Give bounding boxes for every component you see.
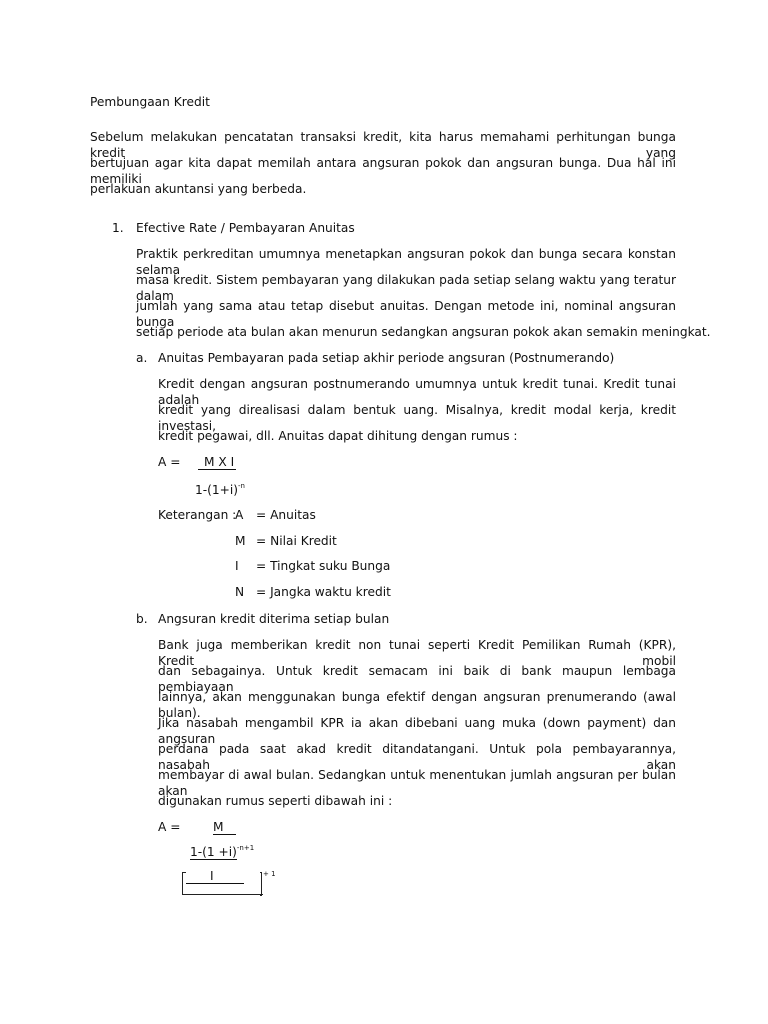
legend-sym-m: M (235, 534, 246, 548)
section-1-line-2: masa kredit. Sistem pembayaran yang dilakukan pada setiap selang waktu yang teratur dalam (136, 273, 676, 303)
intro-line-1: Sebelum melakukan pencatatan transaksi kredit, kita harus memahami perhitungan bunga kredit yang (90, 130, 676, 160)
formula-b-inner-text: I (186, 869, 244, 884)
formula-a-denominator (195, 482, 245, 500)
formula-a-denominator-text: 1-(1+i) (195, 483, 239, 497)
sub-a-heading: Anuitas Pembayaran pada setiap akhir periode angsuran (Postnumerando) (158, 351, 615, 365)
sub-b-heading: Angsuran kredit diterima setiap bulan (158, 612, 390, 626)
intro-line-2: bertujuan agar kita dapat memilah antara angsuran pokok dan angsuran bunga. Dua hal ini memiliki (90, 156, 676, 186)
sub-a-letter: a. (136, 351, 148, 365)
sub-b-line-4: Jika nasabah mengambil KPR ia akan dibebani uang muka (down payment) dan angsuran (158, 716, 676, 746)
legend-desc-m: = Nilai Kredit (256, 534, 337, 548)
formula-b-lhs: A = (158, 820, 181, 834)
formula-b-inner (186, 868, 244, 884)
sub-b-line-2: dan sebagainya. Untuk kredit semacam ini baik di bank maupun lembaga pembiayaan (158, 664, 676, 694)
formula-b-exponent: -n+1 (236, 844, 255, 852)
legend-sym-i: I (235, 559, 239, 573)
document-title: Pembungaan Kredit (90, 95, 210, 109)
sub-b-line-6: membayar di awal bulan. Sedangkan untuk menentukan jumlah angsuran per bulan akan (158, 768, 676, 798)
legend-desc-a: = Anuitas (256, 508, 316, 522)
sub-a-line-3: kredit pegawai, dll. Anuitas dapat dihitung dengan rumus : (158, 429, 518, 443)
sub-b-line-3: lainnya, akan menggunakan bunga efektif dengan angsuran prenumerando (awal bulan). (158, 690, 676, 720)
legend-sym-n: N (235, 585, 245, 599)
formula-a-exponent: -n (238, 482, 245, 490)
intro-line-3: perlakuan akuntansi yang berbeda. (90, 182, 307, 196)
section-1-line-4: setiap periode ata bulan akan menurun sedangkan angsuran pokok akan semakin meningkat. (136, 325, 711, 339)
formula-b-inner-exponent: + 1 (263, 870, 276, 878)
formula-b-right-bracket (260, 872, 262, 896)
sub-a-line-1: Kredit dengan angsuran postnumerando umumnya untuk kredit tunai. Kredit tunai adalah (158, 377, 676, 407)
formula-b-numerator-text: M (213, 820, 236, 835)
formula-b-numerator (213, 819, 236, 835)
sub-a-line-2: kredit yang direalisasi dalam bentuk uang. Misalnya, kredit modal kerja, kredit investasi, (158, 403, 676, 433)
legend-label: Keterangan : (158, 508, 237, 522)
sub-b-line-7: digunakan rumus seperti dibawah ini : (158, 794, 393, 808)
section-1-line-1: Praktik perkreditan umumnya menetapkan angsuran pokok dan bunga secara konstan selama (136, 247, 676, 277)
sub-b-line-5: perdana pada saat akad kredit ditandatangani. Untuk pola pembayarannya, nasabah akan (158, 742, 676, 772)
formula-b-denominator-text: 1-(1 +i) (190, 845, 237, 859)
sub-b-letter: b. (136, 612, 148, 626)
legend-desc-n: = Jangka waktu kredit (256, 585, 391, 599)
section-1-number: 1. (112, 221, 124, 235)
formula-b-denominator (190, 844, 254, 862)
legend-desc-i: = Tingkat suku Bunga (256, 559, 391, 573)
formula-a-numerator (198, 454, 236, 470)
section-1-heading: Efective Rate / Pembayaran Anuitas (136, 221, 355, 235)
formula-a-numerator-text: M X I (198, 455, 236, 470)
sub-b-line-1: Bank juga memberikan kredit non tunai seperti Kredit Pemilikan Rumah (KPR), Kredit mobil (158, 638, 676, 668)
section-1-line-3: jumlah yang sama atau tetap disebut anuitas. Dengan metode ini, nominal angsuran bunga (136, 299, 676, 329)
legend-sym-a: A (235, 508, 244, 522)
formula-a-lhs: A = (158, 455, 181, 469)
